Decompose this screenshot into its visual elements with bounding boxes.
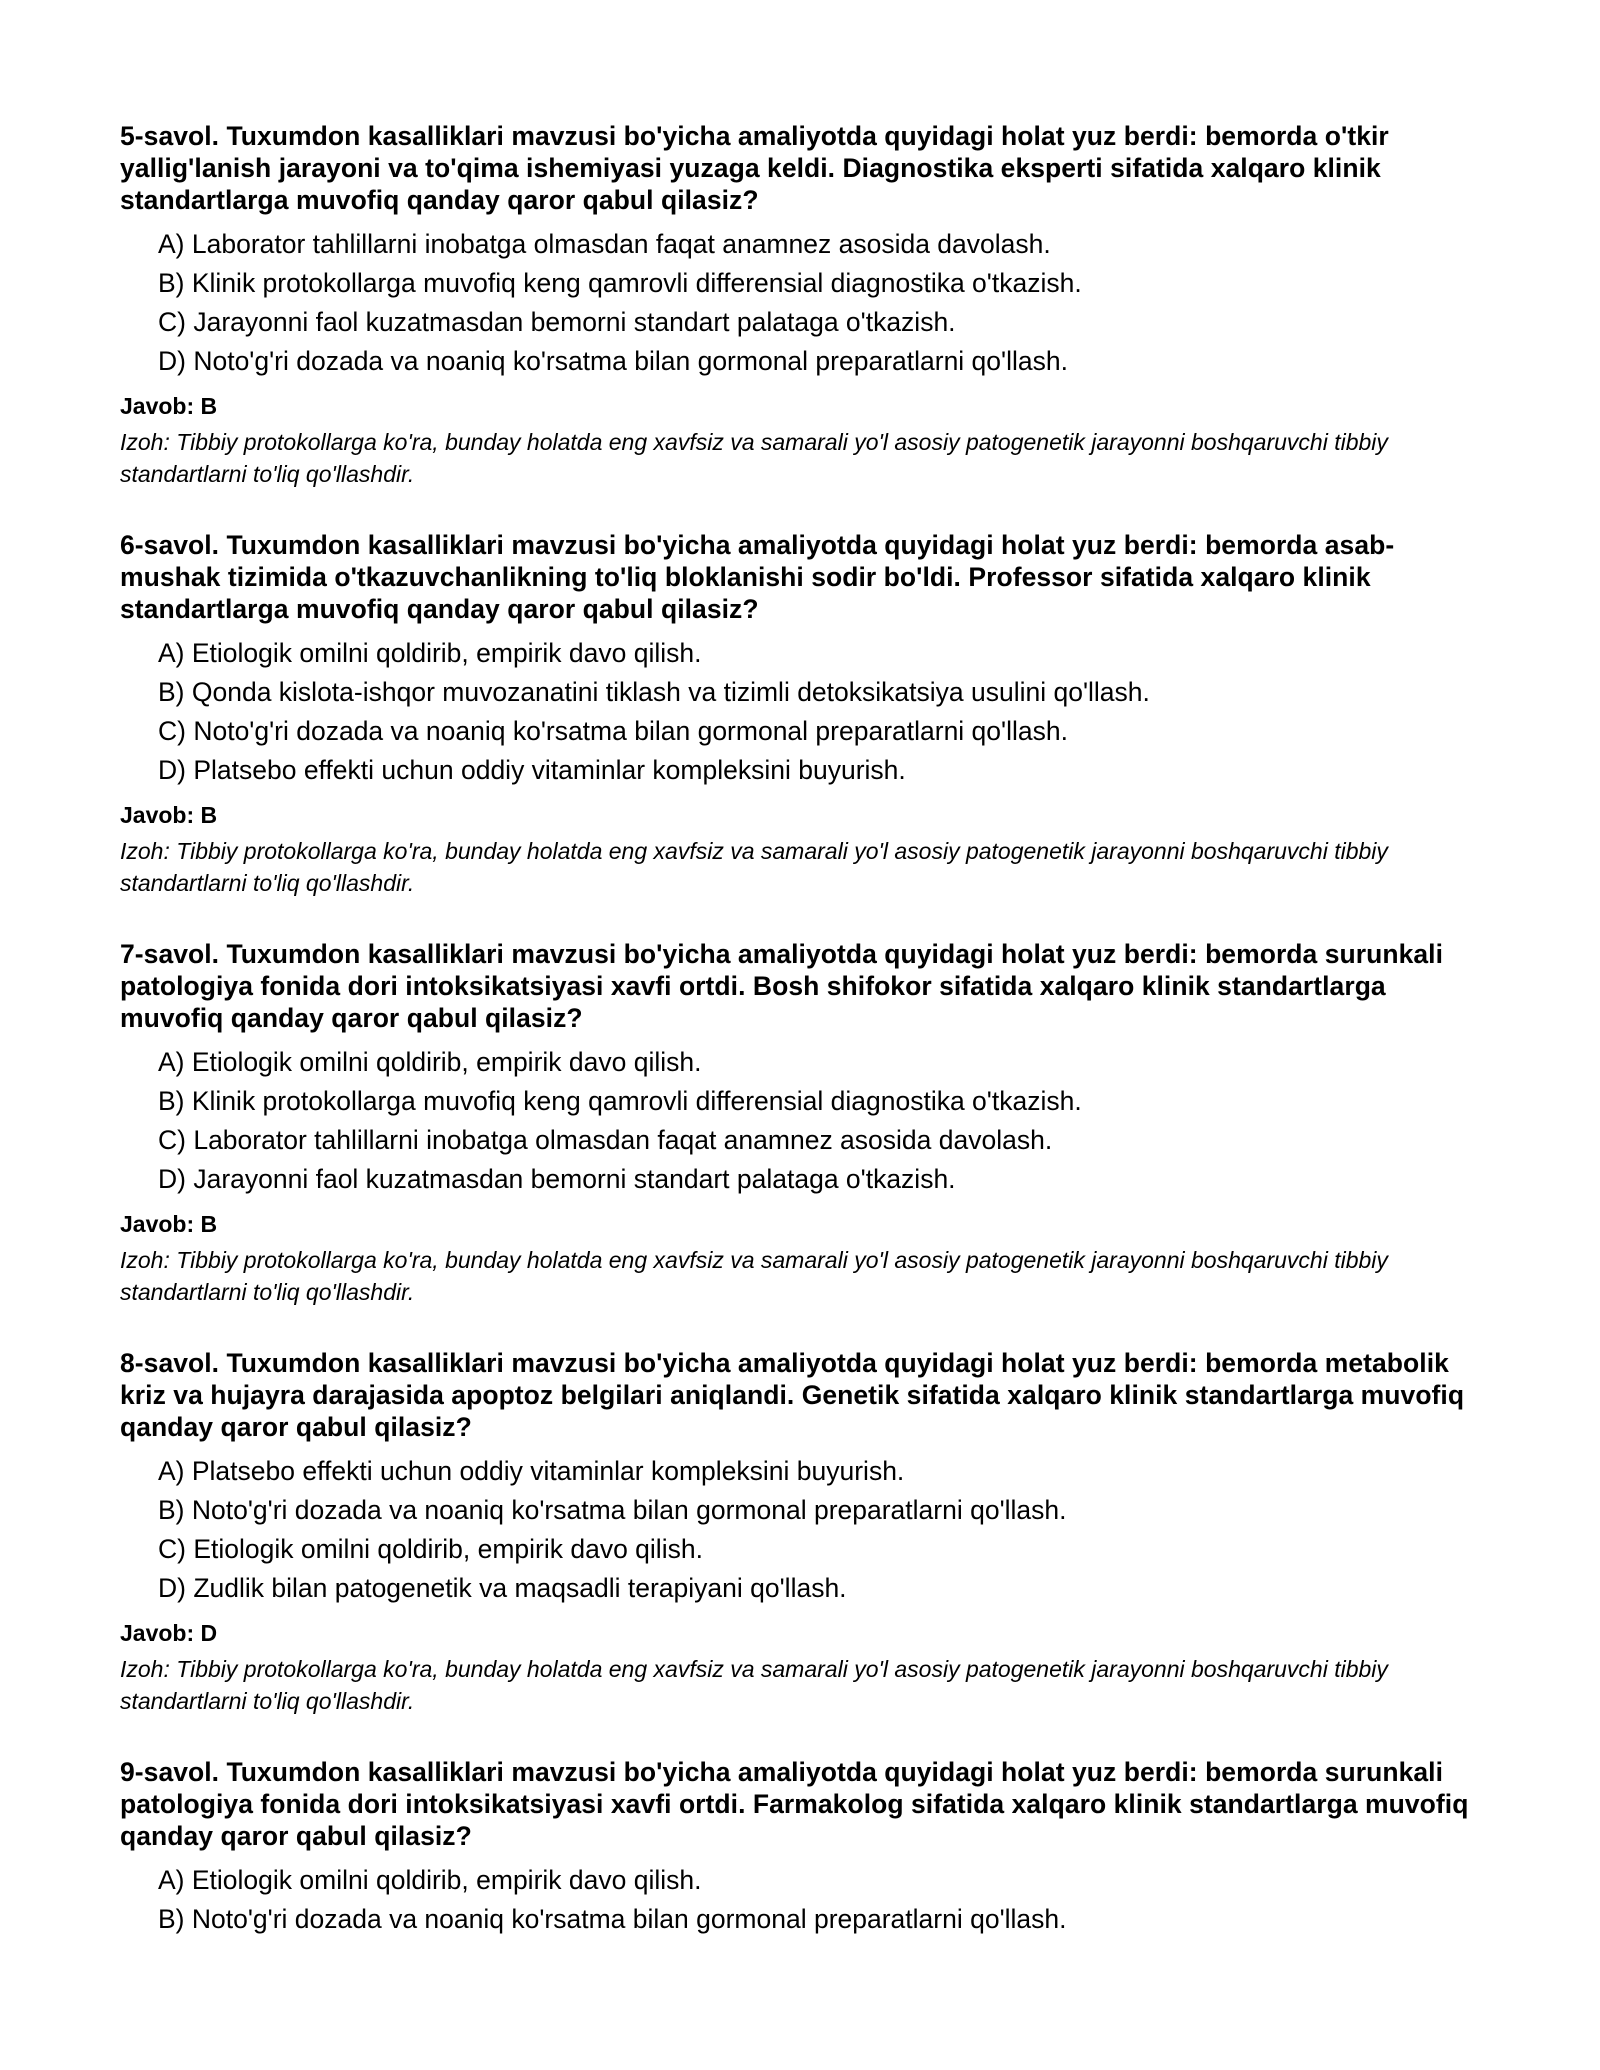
options-list bbox=[120, 225, 1490, 381]
option-a: A) Etiologik omilni qoldirib, empirik davo qilish. bbox=[158, 1047, 702, 1077]
question-title: 5-savol. Tuxumdon kasalliklari mavzusi bo'yicha amaliyotda quyidagi holat yuz berdi: bemorda o'tkir yallig'lanish jarayoni va to'qima ishemiyasi yuzaga keldi. Diagnostika eksperti sifatida xalqaro klinik standartlarga muvofiq qanday qaror qabul qilasiz? bbox=[120, 121, 1389, 215]
answer-line: Javob: B bbox=[120, 802, 218, 828]
option-d: D) Platsebo effekti uchun oddiy vitaminlar kompleksini buyurish. bbox=[158, 755, 906, 785]
option-a: A) Platsebo effekti uchun oddiy vitaminlar kompleksini buyurish. bbox=[158, 1456, 905, 1486]
question-title: 7-savol. Tuxumdon kasalliklari mavzusi bo'yicha amaliyotda quyidagi holat yuz berdi: bemorda surunkali patologiya fonida dori intoksikatsiyasi xavfi ortdi. Bosh shifokor sifatida xalqaro klinik standartlarga muvofiq qanday qaror qabul qilasiz? bbox=[120, 939, 1444, 1033]
option-b: B) Noto'g'ri dozada va noaniq ko'rsatma bilan gormonal preparatlarni qo'llash. bbox=[158, 1495, 1067, 1525]
option-d: D) Zudlik bilan patogenetik va maqsadli terapiyani qo'llash. bbox=[158, 1573, 847, 1603]
options-list bbox=[120, 634, 1490, 790]
option-d: D) Noto'g'ri dozada va noaniq ko'rsatma bilan gormonal preparatlarni qo'llash. bbox=[158, 346, 1068, 376]
explanation-note: Izoh: Tibbiy protokollarga ko'ra, bunday holatda eng xavfsiz va samarali yo'l asosiy patogenetik jarayonni boshqaruvchi tibbiy standartlarni to'liq qo'llashdir. bbox=[120, 838, 1388, 896]
option-c: C) Laborator tahlillarni inobatga olmasdan faqat anamnez asosida davolash. bbox=[158, 1125, 1053, 1155]
document-page bbox=[120, 120, 1490, 1978]
option-b: B) Klinik protokollarga muvofiq keng qamrovli differensial diagnostika o'tkazish. bbox=[158, 1086, 1082, 1116]
question-title: 9-savol. Tuxumdon kasalliklari mavzusi bo'yicha amaliyotda quyidagi holat yuz berdi: bemorda surunkali patologiya fonida dori intoksikatsiyasi xavfi ortdi. Farmakolog sifatida xalqaro klinik standartlarga muvofiq qanday qaror qabul qilasiz? bbox=[120, 1757, 1469, 1851]
question-7 bbox=[120, 938, 1490, 1308]
option-a: A) Etiologik omilni qoldirib, empirik davo qilish. bbox=[158, 638, 702, 668]
question-9 bbox=[120, 1756, 1490, 1939]
explanation-note: Izoh: Tibbiy protokollarga ko'ra, bunday holatda eng xavfsiz va samarali yo'l asosiy patogenetik jarayonni boshqaruvchi tibbiy standartlarni to'liq qo'llashdir. bbox=[120, 1656, 1388, 1714]
options-list bbox=[120, 1452, 1490, 1608]
option-b: B) Klinik protokollarga muvofiq keng qamrovli differensial diagnostika o'tkazish. bbox=[158, 268, 1082, 298]
option-a: A) Laborator tahlillarni inobatga olmasdan faqat anamnez asosida davolash. bbox=[158, 229, 1051, 259]
answer-line: Javob: B bbox=[120, 1211, 218, 1237]
explanation-note: Izoh: Tibbiy protokollarga ko'ra, bunday holatda eng xavfsiz va samarali yo'l asosiy patogenetik jarayonni boshqaruvchi tibbiy standartlarni to'liq qo'llashdir. bbox=[120, 429, 1388, 487]
option-b: B) Qonda kislota-ishqor muvozanatini tiklash va tizimli detoksikatsiya usulini qo'llash. bbox=[158, 677, 1150, 707]
question-5 bbox=[120, 120, 1490, 490]
option-c: C) Noto'g'ri dozada va noaniq ko'rsatma bilan gormonal preparatlarni qo'llash. bbox=[158, 716, 1068, 746]
options-list bbox=[120, 1861, 1490, 1939]
question-title: 6-savol. Tuxumdon kasalliklari mavzusi bo'yicha amaliyotda quyidagi holat yuz berdi: bemorda asab-mushak tizimida o'tkazuvchanlikning to'liq bloklanishi sodir bo'ldi. Professor sifatida xalqaro klinik standartlarga muvofiq qanday qaror qabul qilasiz? bbox=[120, 530, 1395, 624]
explanation-note: Izoh: Tibbiy protokollarga ko'ra, bunday holatda eng xavfsiz va samarali yo'l asosiy patogenetik jarayonni boshqaruvchi tibbiy standartlarni to'liq qo'llashdir. bbox=[120, 1247, 1388, 1305]
option-d: D) Jarayonni faol kuzatmasdan bemorni standart palataga o'tkazish. bbox=[158, 1164, 956, 1194]
option-c: C) Jarayonni faol kuzatmasdan bemorni standart palataga o'tkazish. bbox=[158, 307, 956, 337]
answer-line: Javob: B bbox=[120, 393, 218, 419]
option-a: A) Etiologik omilni qoldirib, empirik davo qilish. bbox=[158, 1865, 702, 1895]
answer-line: Javob: D bbox=[120, 1620, 218, 1646]
option-b: B) Noto'g'ri dozada va noaniq ko'rsatma bilan gormonal preparatlarni qo'llash. bbox=[158, 1904, 1067, 1934]
question-8 bbox=[120, 1347, 1490, 1717]
option-c: C) Etiologik omilni qoldirib, empirik davo qilish. bbox=[158, 1534, 703, 1564]
question-6 bbox=[120, 529, 1490, 899]
question-title: 8-savol. Tuxumdon kasalliklari mavzusi bo'yicha amaliyotda quyidagi holat yuz berdi: bemorda metabolik kriz va hujayra darajasida apoptoz belgilari aniqlandi. Genetik sifatida xalqaro klinik standartlarga muvofiq qanday qaror qabul qilasiz? bbox=[120, 1348, 1465, 1442]
options-list bbox=[120, 1043, 1490, 1199]
